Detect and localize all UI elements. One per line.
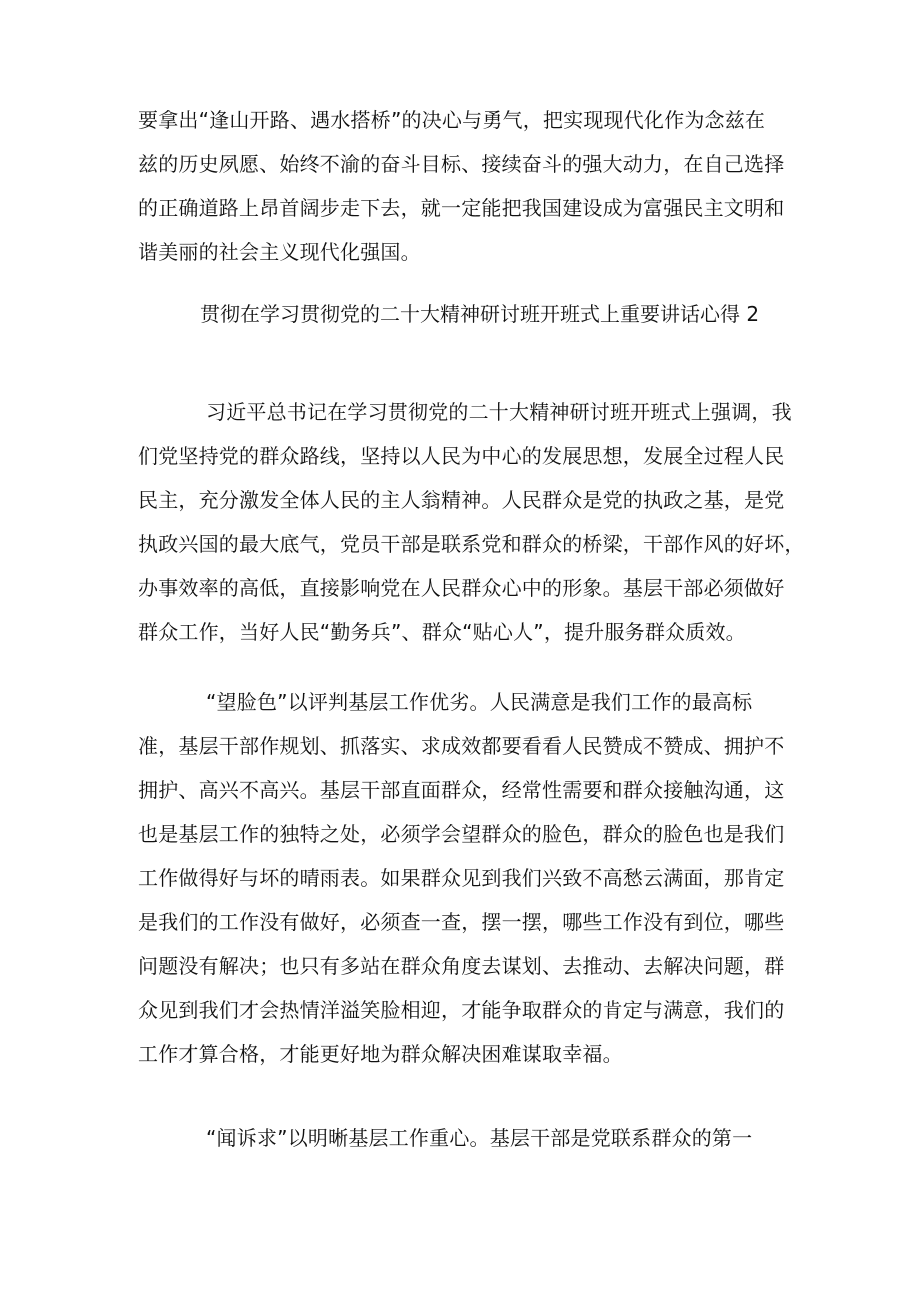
text-line: 办事效率的高低，直接影响党在人民群众心中的形象。基层干部必须做好	[138, 576, 785, 600]
text-line: 准，基层干部作规划、抓落实、求成效都要看看人民赞成不赞成、拥护不	[138, 734, 785, 758]
text-line: 兹的历史夙愿、始终不渝的奋斗目标、接续奋斗的强大动力，在自己选择	[138, 152, 785, 176]
paragraph-1	[138, 390, 805, 654]
top-paragraph	[138, 98, 798, 274]
text-line: 要拿出“逢山开路、遇水搭桥”的决心与勇气，把实现现代化作为念兹在	[138, 108, 766, 132]
text-line: 的正确道路上昂首阔步走下去，就一定能把我国建设成为富强民主文明和	[138, 196, 785, 220]
text-line: 众见到我们才会热情洋溢笑脸相迎，才能争取群众的肯定与满意，我们的	[138, 998, 785, 1022]
text-line: 工作才算合格，才能更好地为群众解决困难谋取幸福。	[138, 1042, 623, 1066]
section-heading: 贯彻在学习贯彻党的二十大精神研讨班开班式上重要讲话心得 2	[200, 302, 760, 326]
text-line: 也是基层工作的独特之处，必须学会望群众的脸色，群众的脸色也是我们	[138, 822, 785, 846]
text-line: 们党坚持党的群众路线，坚持以人民为中心的发展思想，发展全过程人民	[138, 444, 785, 468]
text-line: 群众工作，当好人民“勤务兵”、群众“贴心人”，提升服务群众质效。	[138, 620, 746, 644]
text-line: 问题没有解决；也只有多站在群众角度去谋划、去推动、去解决问题，群	[138, 954, 785, 978]
text-line: 拥护、高兴不高兴。基层干部直面群众，经常性需要和群众接触沟通，这	[138, 778, 785, 802]
text-line: 工作做得好与坏的晴雨表。如果群众见到我们兴致不高愁云满面，那肯定	[138, 866, 785, 890]
text-line: 执政兴国的最大底气，党员干部是联系党和群众的桥梁，干部作风的好坏，	[138, 532, 805, 556]
paragraph-3	[138, 1116, 798, 1160]
text-line: 习近平总书记在学习贯彻党的二十大精神研讨班开班式上强调，我	[206, 400, 792, 424]
text-line: “望脸色”以评判基层工作优劣。人民满意是我们工作的最高标	[206, 690, 753, 714]
text-line: 谐美丽的社会主义现代化强国。	[138, 240, 421, 264]
paragraph-2	[138, 680, 798, 1076]
text-line: 民主，充分激发全体人民的主人翁精神。人民群众是党的执政之基，是党	[138, 488, 785, 512]
text-line: 是我们的工作没有做好，必须查一查，摆一摆，哪些工作没有到位，哪些	[138, 910, 785, 934]
text-line: “闻诉求”以明晰基层工作重心。基层干部是党联系群众的第一	[206, 1126, 753, 1150]
